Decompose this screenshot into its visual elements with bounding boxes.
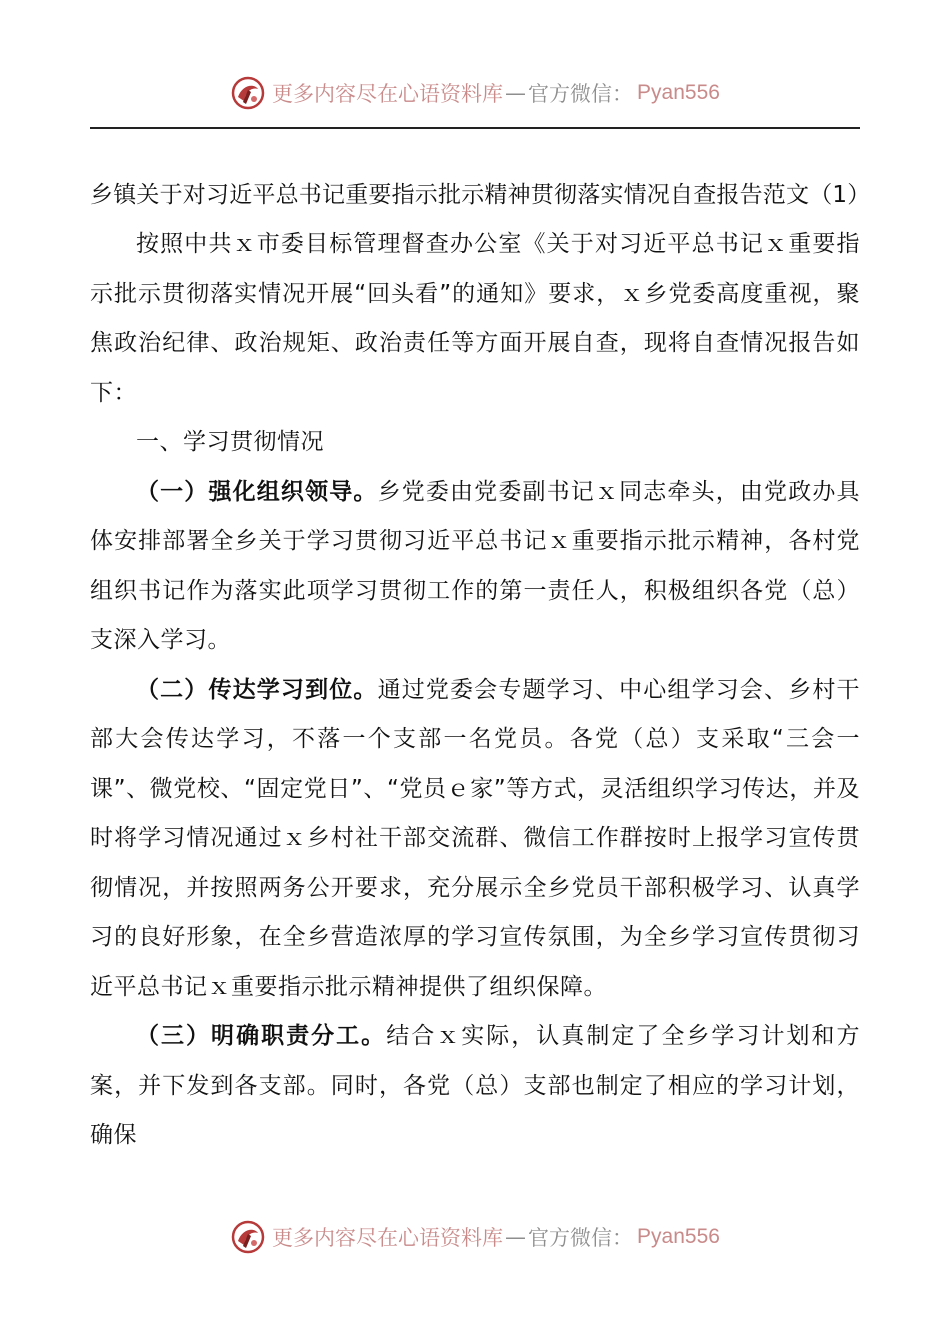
item-paragraph bbox=[90, 468, 860, 666]
section-heading: 一、学习贯彻情况 bbox=[136, 429, 324, 455]
document-title: 乡镇关于对习近平总书记重要指示批示精神贯彻落实情况自查报告范文（1） bbox=[90, 182, 871, 208]
wechat-id: Pyan556 bbox=[637, 81, 720, 104]
wechat-label: 官方微信： bbox=[528, 82, 634, 106]
banner-dash: — bbox=[505, 1225, 527, 1249]
document-body bbox=[90, 170, 871, 1161]
item-body: 结合ｘ实际，认真制定了全乡学习计划和方案，并下发到各支部。同时，各党（总）支部也制定了相应的学习计划，确保 bbox=[90, 1023, 861, 1148]
item-body: 乡党委由党委副书记ｘ同志牵头，由党政办具体安排部署全乡关于学习贯彻习近平总书记ｘ重要指示批示精神，各村党组织书记作为落实此项学习贯彻工作的第一责任人，积极组织各党（总）支深入学习。 bbox=[90, 478, 861, 653]
header-watermark-banner bbox=[0, 73, 950, 113]
item-paragraph bbox=[90, 666, 860, 1013]
promo-text: 更多内容尽在心语资料库 bbox=[272, 82, 504, 106]
intro-paragraph: 按照中共ｘ市委目标管理督查办公室《关于对习近平总书记ｘ重要指示批示贯彻落实情况开展“回头看”的通知》要求，ｘ乡党委高度重视，聚焦政治纪律、政治规矩、政治责任等方面开展自查，现将自查情况报告如下： bbox=[90, 231, 860, 406]
item-body: 通过党委会专题学习、中心组学习会、乡村干部大会传达学习，不落一个支部一名党员。各党（总）支采取“三会一课”、微党校、“固定党日”、“党员ｅ家”等方式，灵活组织学习传达，并及时将学习情况通过ｘ乡村社干部交流群、微信工作群按时上报学习宣传贯彻情况，并按照两务公开要求，充分展示全乡党员干部积极学习、认真学习的良好形象，在全乡营造浓厚的学习宣传氛围，为全乡学习宣传贯彻习近平总书记ｘ重要指示批示精神提供了组织保障。 bbox=[90, 676, 861, 1000]
footer-watermark-banner bbox=[0, 1217, 950, 1257]
wechat-label: 官方微信： bbox=[528, 1226, 634, 1250]
item-lead: （三）明确职责分工。 bbox=[136, 1023, 387, 1049]
item-paragraph bbox=[90, 1012, 860, 1161]
swirl-logo-icon bbox=[230, 1219, 266, 1255]
header-divider bbox=[90, 127, 860, 129]
item-lead: （一）强化组织领导。 bbox=[136, 478, 378, 505]
item-lead: （二）传达学习到位。 bbox=[136, 676, 378, 703]
promo-text: 更多内容尽在心语资料库 bbox=[272, 1226, 504, 1250]
wechat-id: Pyan556 bbox=[637, 1225, 720, 1248]
banner-dash: — bbox=[505, 81, 527, 105]
swirl-logo-icon bbox=[230, 75, 266, 111]
